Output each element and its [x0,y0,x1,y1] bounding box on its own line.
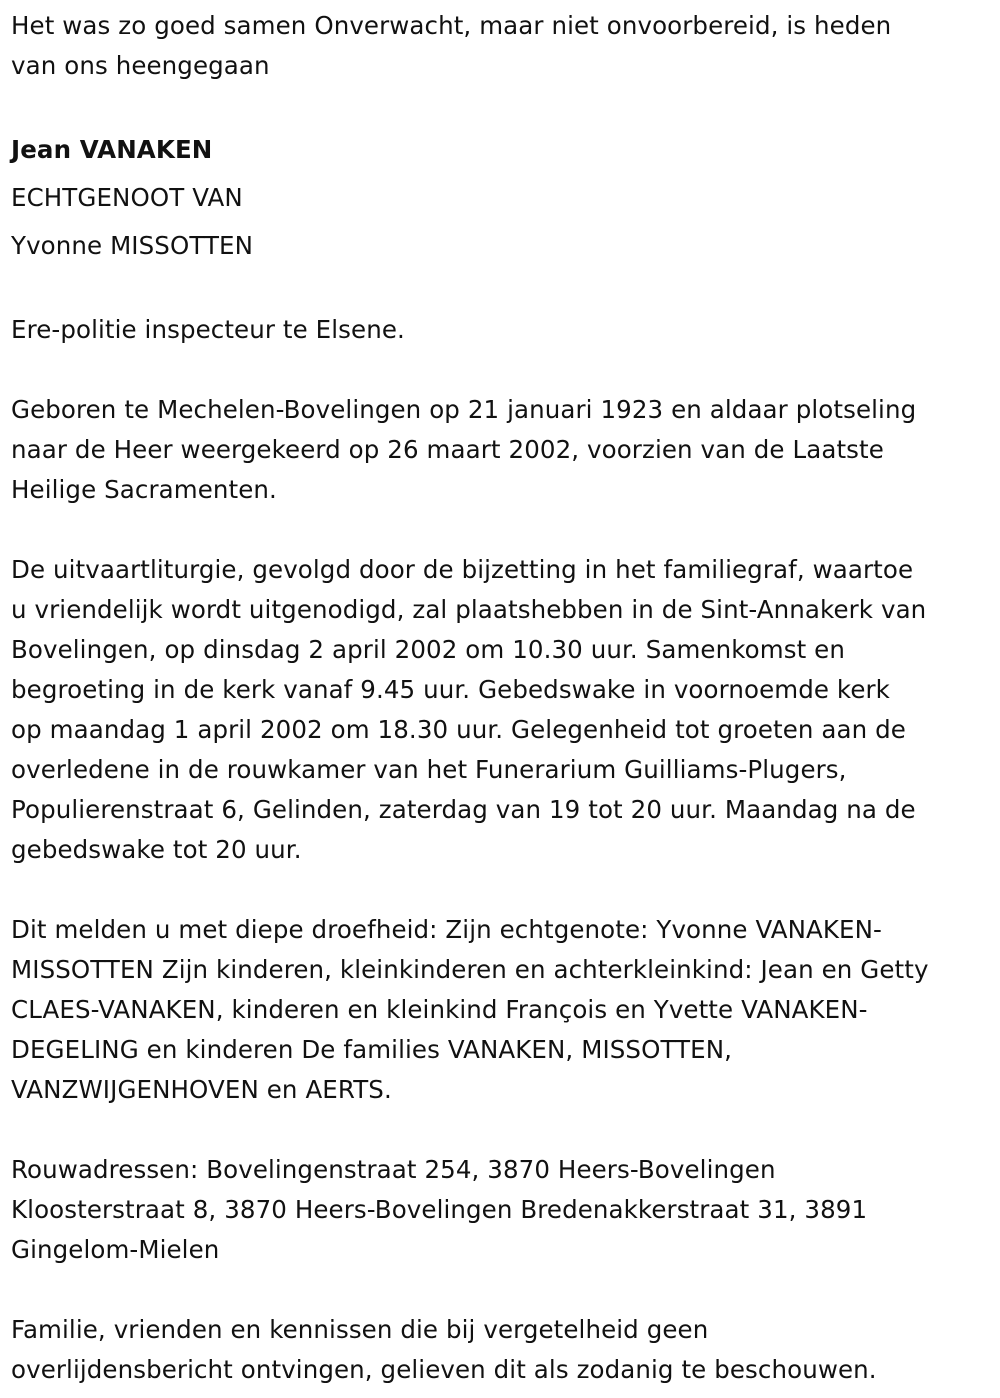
funeral-line: begroeting in de kerk vanaf 9.45 uur. Gebedswake in voornoemde kerk [11,675,890,704]
birth-line: Geboren te Mechelen-Bovelingen op 21 januari 1923 en aldaar plotseling [11,395,917,424]
closing-paragraph [11,1310,990,1390]
funeral-line: De uitvaartliturgie, gevolgd door de bijzetting in het familiegraf, waartoe [11,555,914,584]
address-line: Kloosterstraat 8, 3870 Heers-Bovelingen Bredenakkerstraat 31, 3891 [11,1195,868,1224]
birth-line: Heilige Sacramenten. [11,475,277,504]
funeral-line: gebedswake tot 20 uur. [11,835,302,864]
birth-line: naar de Heer weergekeerd op 26 maart 2002, voorzien van de Laatste [11,435,884,464]
deceased-name: Jean VANAKEN [11,135,213,164]
funeral-line: Bovelingen, op dinsdag 2 april 2002 om 10.30 uur. Samenkomst en [11,635,845,664]
family-paragraph [11,910,990,1110]
address-line: Gingelom-Mielen [11,1235,220,1264]
birth-paragraph [11,390,990,510]
spouse-name: Yvonne MISSOTTEN [11,231,254,260]
funeral-line: overledene in de rouwkamer van het Funerarium Guilliams-Plugers, [11,755,847,784]
addresses-paragraph [11,1150,990,1270]
family-line: VANZWIJGENHOVEN en AERTS. [11,1075,392,1104]
family-line: Dit melden u met diepe droefheid: Zijn echtgenote: Yvonne VANAKEN- [11,915,883,944]
funeral-line: Populierenstraat 6, Gelinden, zaterdag van 19 tot 20 uur. Maandag na de [11,795,916,824]
intro-line: van ons heengegaan [11,51,270,80]
intro-paragraph [11,6,990,86]
address-line: Rouwadressen: Bovelingenstraat 254, 3870 Heers-Bovelingen [11,1155,776,1184]
closing-line: overlijdensbericht ontvingen, gelieven dit als zodanig te beschouwen. [11,1355,877,1384]
deceased-block [11,126,990,270]
family-line: CLAES-VANAKEN, kinderen en kleinkind François en Yvette VANAKEN- [11,995,868,1024]
funeral-line: op maandag 1 april 2002 om 18.30 uur. Gelegenheid tot groeten aan de [11,715,906,744]
funeral-paragraph [11,550,990,870]
funeral-line: u vriendelijk wordt uitgenodigd, zal plaatshebben in de Sint-Annakerk van [11,595,927,624]
title-line: Ere-politie inspecteur te Elsene. [11,315,405,344]
intro-line: Het was zo goed samen Onverwacht, maar niet onvoorbereid, is heden [11,11,892,40]
relation-label: ECHTGENOOT VAN [11,183,243,212]
family-line: DEGELING en kinderen De families VANAKEN, MISSOTTEN, [11,1035,733,1064]
title-paragraph [11,310,990,350]
family-line: MISSOTTEN Zijn kinderen, kleinkinderen en achterkleinkind: Jean en Getty [11,955,929,984]
closing-line: Familie, vrienden en kennissen die bij vergetelheid geen [11,1315,709,1344]
